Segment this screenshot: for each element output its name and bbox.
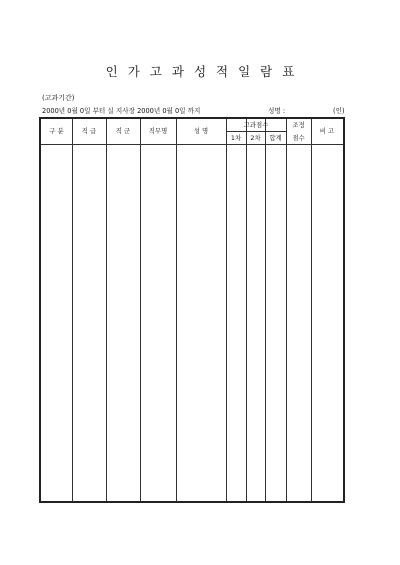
column-divider [72, 119, 73, 501]
header-adjusted-line2: 점수 [292, 134, 305, 142]
column-divider [140, 119, 141, 501]
signature-name-label: 성명 : [268, 107, 286, 115]
column-divider [286, 119, 287, 501]
header-first-score: 1차 [230, 134, 242, 142]
header-job-title: 직무명 [148, 127, 168, 135]
header-job-group: 직 군 [115, 127, 131, 135]
column-divider [226, 119, 227, 501]
evaluation-results-table [39, 117, 345, 503]
form-title: 인가고과성적일람표 [105, 64, 305, 79]
header-grade: 직 급 [81, 127, 97, 135]
evaluation-period-text: 2000년 0월 0일 부터 실 지사장 2000년 0월 0일 까지 [42, 107, 201, 115]
column-divider [106, 119, 107, 501]
header-name: 성 명 [193, 127, 209, 135]
header-score-group: 고과점수 [243, 121, 269, 129]
header-total-score: 합계 [269, 134, 282, 142]
column-divider [246, 119, 247, 501]
column-divider [311, 119, 312, 501]
column-divider [176, 119, 177, 501]
header-bottom-line [41, 144, 343, 145]
evaluation-period-label: (고과기간) [42, 94, 75, 102]
header-adjusted-line1: 조정 [292, 121, 305, 129]
column-divider [265, 119, 266, 501]
header-remarks: 비 고 [319, 127, 335, 135]
header-second-score: 2차 [250, 134, 261, 142]
score-group-divider [226, 131, 286, 132]
header-category: 구 분 [49, 127, 64, 135]
seal-mark-label: (인) [333, 107, 345, 115]
